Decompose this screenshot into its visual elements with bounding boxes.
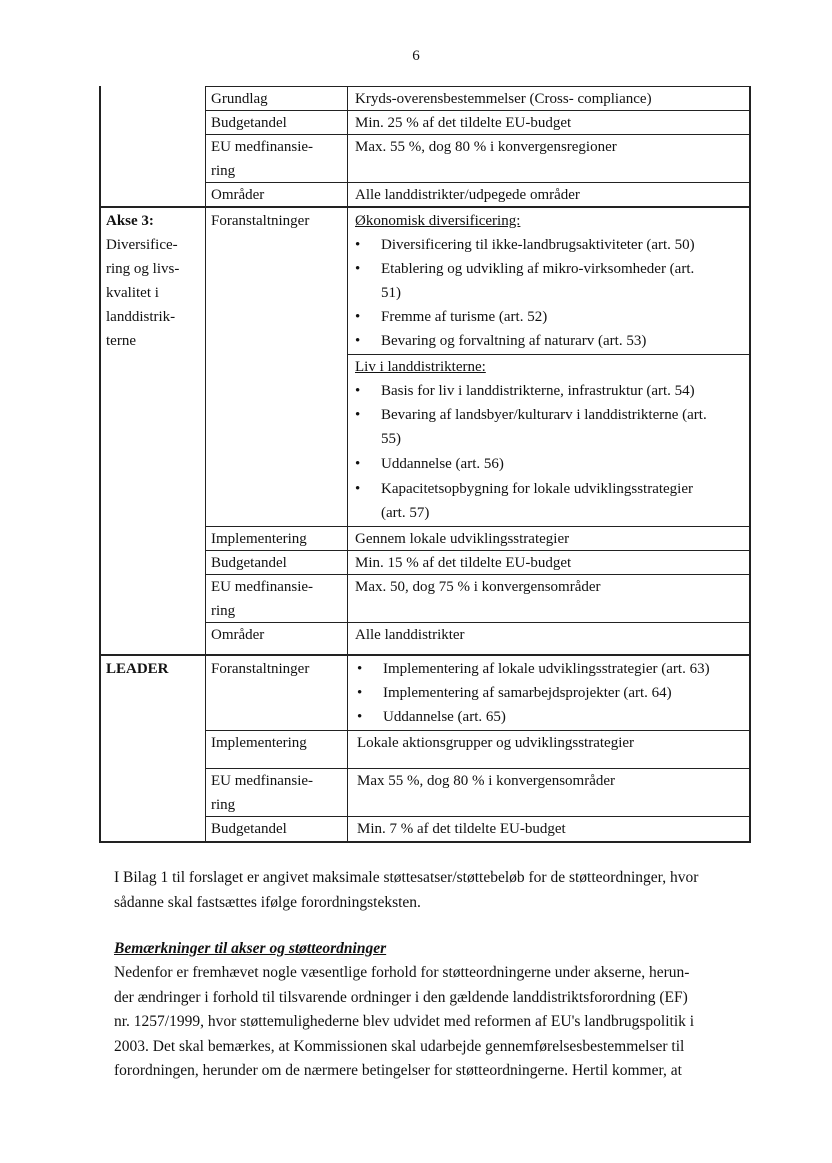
bullet-icon: • xyxy=(355,237,361,253)
bullet-icon: • xyxy=(355,407,361,423)
bullet-icon: • xyxy=(355,309,361,325)
row-label-grundlag: Grundlag xyxy=(211,91,268,107)
leader-row-value: Min. 7 % af det tildelte EU-budget xyxy=(357,821,566,837)
row-label-medfinansiering-cont: ring xyxy=(211,163,236,179)
akse3-measures-label: Foranstaltninger xyxy=(211,213,310,229)
row-value-omrader: Alle landdistrikter/udpegede områder xyxy=(355,187,580,203)
leader-row-label: EU medfinansie- xyxy=(211,773,314,789)
table-border-left xyxy=(99,86,101,843)
list-item-text: Etablering og udvikling af mikro-virksomheder (art. xyxy=(381,261,695,277)
row-rule xyxy=(205,622,751,623)
list-item-text: 55) xyxy=(381,431,401,447)
akse3-title-line: landdistrik- xyxy=(106,309,176,325)
list-item-text: Uddannelse (art. 56) xyxy=(381,456,504,472)
page-number: 6 xyxy=(412,48,420,64)
akse3-row-value: Min. 15 % af det tildelte EU-budget xyxy=(355,555,572,571)
list-item-text: Implementering af samarbejdsprojekter (art. 64) xyxy=(383,685,672,701)
bullet-icon: • xyxy=(355,383,361,399)
bullet-icon: • xyxy=(355,261,361,277)
bullet-icon: • xyxy=(355,481,361,497)
akse3-row-value: Alle landdistrikter xyxy=(355,627,465,643)
row-label-medfinansiering: EU medfinansie- xyxy=(211,139,314,155)
paragraph-bemaerkninger xyxy=(114,961,744,1084)
text-line: forordningen, herunder om de nærmere betingelser for støtteordningerne. Hertil kommer, at xyxy=(114,1062,682,1079)
akse3-group2-heading: Liv i landdistrikterne: xyxy=(355,359,486,375)
text-line: 2003. Det skal bemærkes, at Kommissionen skal udarbejde gennemførelsesbestemmelser til xyxy=(114,1037,685,1055)
row-value-grundlag: Kryds-overensbestemmelser (Cross- compliance) xyxy=(355,91,652,107)
text-line: sådanne skal fastsættes ifølge forordningsteksten. xyxy=(114,893,421,911)
row-value-medfinansiering: Max. 55 %, dog 80 % i konvergensregioner xyxy=(355,139,617,155)
list-item-text: Implementering af lokale udviklingsstrategier (art. 63) xyxy=(383,661,710,677)
bullet-icon: • xyxy=(355,333,361,349)
list-item-text: Kapacitetsopbygning for lokale udviklingsstrategier xyxy=(381,481,694,497)
leader-row-value: Max 55 %, dog 80 % i konvergensområder xyxy=(357,773,616,789)
bullet-icon: • xyxy=(357,685,363,701)
section-rule xyxy=(99,654,751,656)
list-item-text: Bevaring og forvaltning af naturarv (art. 53) xyxy=(381,333,647,349)
akse3-row-label: Budgetandel xyxy=(211,555,287,571)
akse3-row-label: Implementering xyxy=(211,531,307,547)
akse3-group1-heading: Økonomisk diversificering: xyxy=(355,213,521,229)
list-item-text: (art. 57) xyxy=(381,505,430,521)
bullet-icon: • xyxy=(357,661,363,677)
leader-row-value: Lokale aktionsgrupper og udviklingsstrategier xyxy=(357,735,635,751)
bullet-icon: • xyxy=(357,709,363,725)
akse3-title-line: ring og livs- xyxy=(106,261,180,277)
list-item-text: Fremme af turisme (art. 52) xyxy=(381,309,548,325)
row-value-budgetandel: Min. 25 % af det tildelte EU-budget xyxy=(355,115,572,131)
leader-title: LEADER xyxy=(106,661,169,677)
leader-row-label: Budgetandel xyxy=(211,821,287,837)
akse3-row-label: EU medfinansie- xyxy=(211,579,314,595)
akse3-title: Akse 3: xyxy=(106,213,154,229)
row-label-omrader: Områder xyxy=(211,187,265,203)
list-item-text: Diversificering til ikke-landbrugsaktiviteter (art. 50) xyxy=(381,237,695,253)
table-border-bottom xyxy=(99,841,751,843)
akse3-row-label-cont: ring xyxy=(211,603,236,619)
akse3-title-line: terne xyxy=(106,333,136,349)
akse3-row-value: Max. 50, dog 75 % i konvergensområder xyxy=(355,579,601,595)
text-line: der ændringer i forhold til tilsvarende ordninger i den gældende landdistriktsforordning (EF) xyxy=(114,988,688,1006)
leader-row-label-cont: ring xyxy=(211,797,236,813)
row-label-budgetandel: Budgetandel xyxy=(211,115,287,131)
akse3-title-line: Diversifice- xyxy=(106,237,178,253)
list-item-text: 51) xyxy=(381,285,401,301)
leader-measures-label: Foranstaltninger xyxy=(211,661,310,677)
list-item-text: Bevaring af landsbyer/kulturarv i landdistrikterne (art. xyxy=(381,407,707,423)
akse3-row-label: Områder xyxy=(211,627,265,643)
list-item-text: Uddannelse (art. 65) xyxy=(383,709,506,725)
text-line: I Bilag 1 til forslaget er angivet maksimale støttesatser/støttebeløb for de støtteordninger, hvor xyxy=(114,869,699,886)
section-heading: Bemærkninger til akser og støtteordninger xyxy=(114,940,387,957)
akse3-title-line: kvalitet i xyxy=(106,285,159,301)
text-line: nr. 1257/1999, hvor støttemulighederne blev udvidet med reformen af EU's landbrugspolitik i xyxy=(114,1013,695,1030)
list-item-text: Basis for liv i landdistrikterne, infrastruktur (art. 54) xyxy=(381,383,695,399)
bullet-icon: • xyxy=(355,456,361,472)
akse3-row-value: Gennem lokale udviklingsstrategier xyxy=(355,531,570,547)
leader-row-label: Implementering xyxy=(211,735,307,751)
paragraph-bilag xyxy=(114,866,744,915)
text-line: Nedenfor er fremhævet nogle væsentlige forhold for støtteordningerne under akserne, herun- xyxy=(114,964,690,981)
